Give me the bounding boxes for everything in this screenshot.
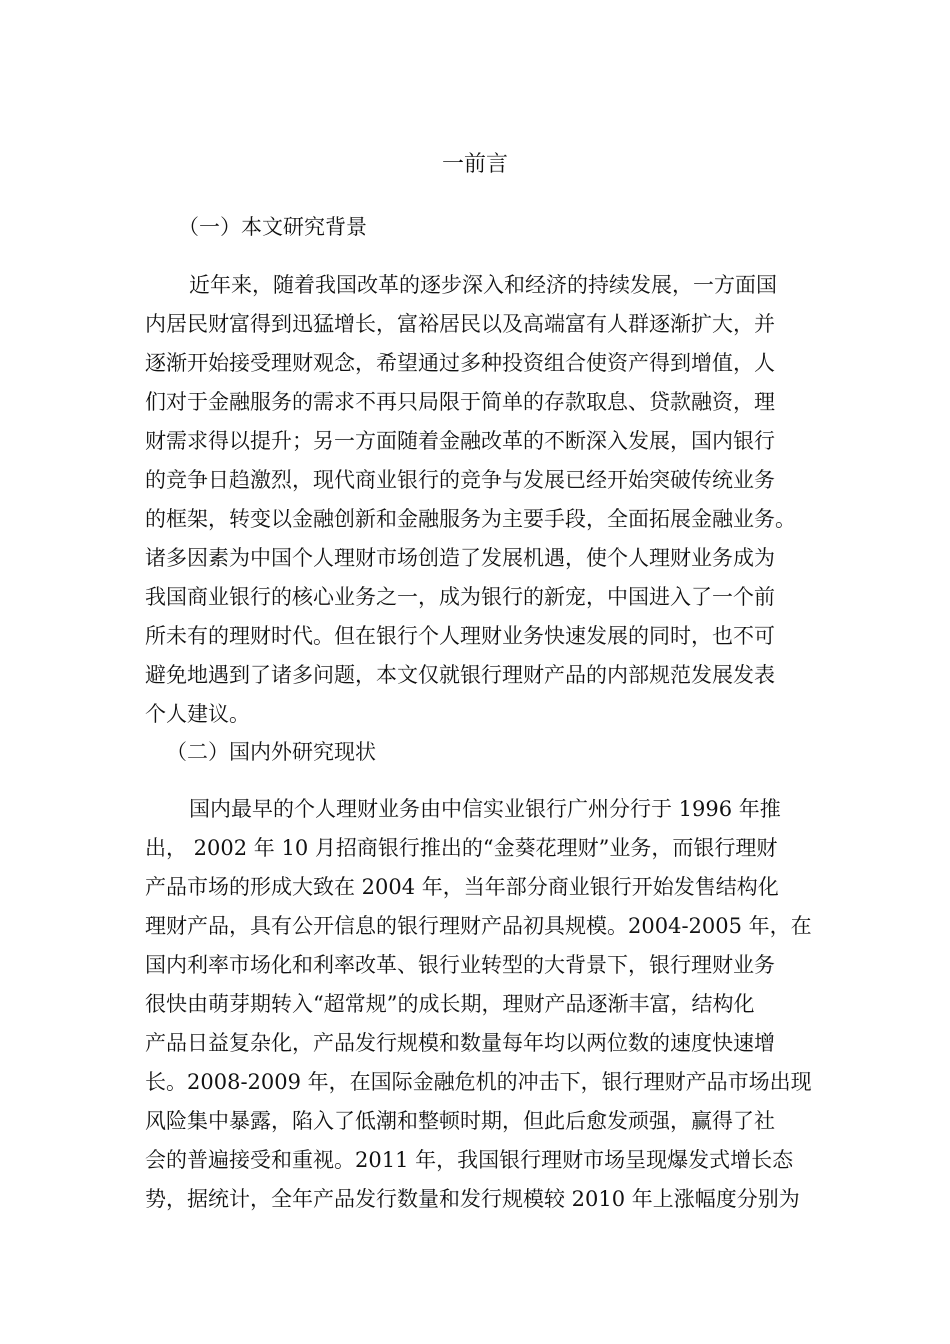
- paragraph-line: 所未有的理财时代。但在银行个人理财业务快速发展的同时，也不可: [145, 624, 775, 648]
- paragraph-line: 长。2008-2009 年，在国际金融危机的冲击下，银行理财产品市场出现: [145, 1070, 812, 1094]
- paragraph-line: 势，据统计，全年产品发行数量和发行规模较 2010 年上涨幅度分别为: [145, 1187, 800, 1211]
- paragraph-line: 国内利率市场化和利率改革、银行业转型的大背景下，银行理财业务: [145, 953, 775, 977]
- paragraph-line: 会的普遍接受和重视。2011 年，我国银行理财市场呈现爆发式增长态: [145, 1148, 794, 1172]
- paragraph-line: 国内最早的个人理财业务由中信实业银行广州分行于 1996 年推: [189, 797, 781, 821]
- paragraph-line: 风险集中暴露，陷入了低潮和整顿时期，但此后愈发顽强，赢得了社: [145, 1109, 775, 1133]
- paragraph-line: 的框架，转变以金融创新和金融服务为主要手段，全面拓展金融业务。: [145, 507, 796, 531]
- section-heading-research-status: （二）国内外研究现状: [166, 740, 376, 764]
- paragraph-line: 产品日益复杂化，产品发行规模和数量每年均以两位数的速度快速增: [145, 1031, 775, 1055]
- paragraph-line: 个人建议。: [145, 702, 250, 726]
- page-title: 一前言: [441, 152, 508, 177]
- paragraph-research-status: [145, 790, 812, 1219]
- paragraph-line: 我国商业银行的核心业务之一，成为银行的新宠，中国进入了一个前: [145, 585, 775, 609]
- paragraph-background: [145, 266, 805, 734]
- paragraph-line: 内居民财富得到迅猛增长，富裕居民以及高端富有人群逐渐扩大，并: [145, 312, 775, 336]
- paragraph-line: 理财产品，具有公开信息的银行理财产品初具规模。2004-2005 年，在: [145, 914, 812, 938]
- paragraph-line: 们对于金融服务的需求不再只局限于简单的存款取息、贷款融资，理: [145, 390, 775, 414]
- section-heading-background: （一）本文研究背景: [178, 215, 367, 239]
- paragraph-line: 出， 2002 年 10 月招商银行推出的“金葵花理财”业务，而银行理财: [145, 836, 778, 860]
- paragraph-line: 避免地遇到了诸多问题，本文仅就银行理财产品的内部规范发展发表: [145, 663, 775, 687]
- paragraph-line: 产品市场的形成大致在 2004 年，当年部分商业银行开始发售结构化: [145, 875, 779, 899]
- paragraph-line: 很快由萌芽期转入“超常规”的成长期，理财产品逐渐丰富，结构化: [145, 992, 755, 1016]
- paragraph-line: 的竞争日趋激烈，现代商业银行的竞争与发展已经开始突破传统业务: [145, 468, 775, 492]
- paragraph-line: 逐渐开始接受理财观念，希望通过多种投资组合使资产得到增值，人: [145, 351, 775, 375]
- paragraph-line: 近年来，随着我国改革的逐步深入和经济的持续发展，一方面国: [189, 273, 777, 297]
- paragraph-line: 诸多因素为中国个人理财市场创造了发展机遇，使个人理财业务成为: [145, 546, 775, 570]
- paragraph-line: 财需求得以提升；另一方面随着金融改革的不断深入发展，国内银行: [145, 429, 775, 453]
